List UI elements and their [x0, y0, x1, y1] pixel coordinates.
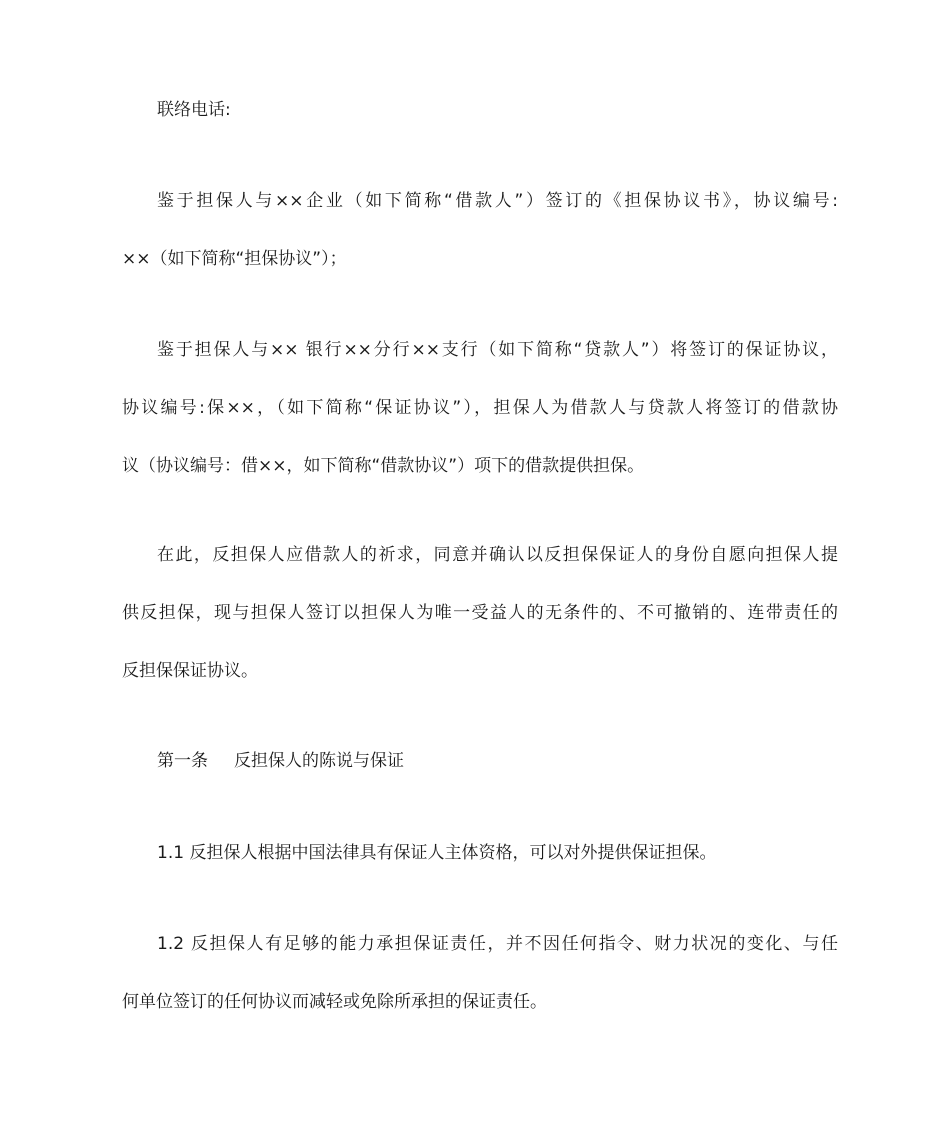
article-title: 反担保人的陈说与保证 [234, 751, 404, 771]
para2-line3: 议（协议编号：借××，如下简称“借款协议”）项下的借款提供担保。 [122, 456, 645, 476]
para1-line1: 鉴于担保人与××企业（如下简称“借款人”）签订的《担保协议书》，协议编号: [157, 191, 838, 211]
clause-1-1: 1.1 反担保人根据中国法律具有保证人主体资格，可以对外提供保证担保。 [157, 843, 717, 863]
para2-line2: 协议编号:保××，（如下简称“保证协议”），担保人为借款人与贷款人将签订的借款协 [122, 398, 838, 418]
para3-line3: 反担保保证协议。 [122, 661, 258, 681]
para3-line1: 在此，反担保人应借款人的祈求，同意并确认以反担保保证人的身份自愿向担保人提 [157, 545, 838, 565]
clause-1-2-line1: 1.2 反担保人有足够的能力承担保证责任，并不因任何指令、财力状况的变化、与任 [157, 934, 838, 954]
clause-1-2-line2: 何单位签订的任何协议而减轻或免除所承担的保证责任。 [122, 992, 547, 1012]
para2-line1: 鉴于担保人与×× 银行××分行××支行（如下简称“贷款人”）将签订的保证协议， [157, 340, 838, 360]
contact-label: 联络电话: [157, 100, 231, 120]
para1-line2: ××（如下简称“担保协议”）； [122, 249, 347, 269]
article-heading [122, 749, 838, 773]
article-number: 第一条 [157, 751, 208, 771]
para3-line2: 供反担保，现与担保人签订以担保人为唯一受益人的无条件的、不可撤销的、连带责任的 [122, 603, 838, 623]
